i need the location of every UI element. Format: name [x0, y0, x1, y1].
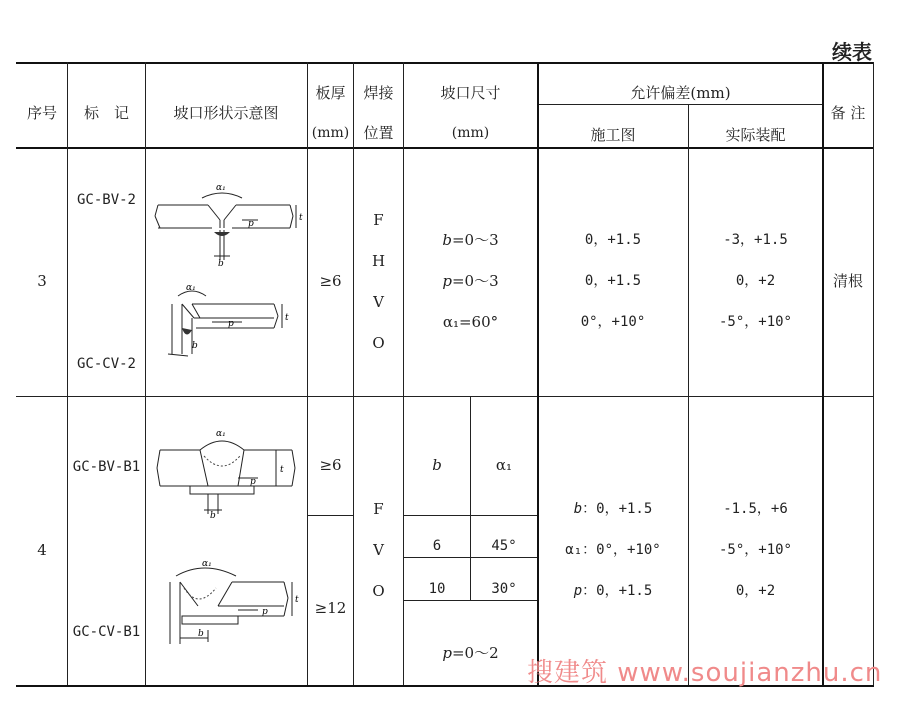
row3-actual-p: 0，+2	[735, 273, 776, 289]
header-mark: 标 记	[83, 104, 129, 122]
sketch-cvb1-b: b	[198, 629, 204, 639]
row3-actual-alpha: -5°，+10°	[718, 314, 792, 330]
row3-groove-b-value: =0～3	[451, 231, 499, 249]
row3-pos-v: V	[373, 293, 384, 311]
sketch-cv2-b: b	[192, 341, 198, 351]
row3-pos-o: O	[372, 334, 385, 352]
groove-inner-line	[470, 397, 471, 600]
row3-groove-alpha: α₁=60°	[442, 313, 499, 331]
row3-mark-top: GC-BV-2	[76, 192, 136, 208]
header-tolerance: 允许偏差(mm)	[630, 84, 731, 102]
sketch-bvb1-alpha: α₁	[216, 429, 226, 439]
row4-drawing-b-label: b	[573, 501, 583, 517]
row4-actual-p: 0，+2	[735, 583, 776, 599]
row4-actual-b: -1.5，+6	[723, 501, 788, 517]
row4-groove-p-value: =0～2	[451, 644, 499, 662]
row3-drawing-b: 0，+1.5	[584, 232, 642, 248]
row3-actual-b: -3，+1.5	[723, 232, 788, 248]
row3-drawing-alpha: 0°，+10°	[580, 314, 646, 330]
header-thick-unit: (mm)	[311, 125, 350, 141]
row3-thick: ≥6	[319, 272, 342, 290]
sketch-bv2-alpha: α₁	[216, 183, 226, 193]
header-weld: 焊接	[363, 84, 394, 102]
thick-split	[307, 515, 353, 516]
sketch-bv2-t: t	[299, 213, 303, 223]
row4-col-alpha: α₁	[495, 456, 513, 474]
row4-drawing-b	[538, 500, 688, 518]
row3-pos-h: H	[371, 252, 386, 270]
sketch-cvb1-alpha: α₁	[202, 559, 212, 569]
row4-mark-bottom: GC-CV-B1	[72, 624, 141, 640]
header-thick: 板厚	[315, 84, 346, 102]
row3-groove-p-label: p	[442, 272, 452, 290]
sketch-cv2	[162, 282, 292, 362]
row4-drawing-p-label: p	[573, 583, 583, 599]
row4-r2-alpha: 30°	[491, 581, 517, 597]
sketch-bv2-b: b	[218, 259, 224, 269]
tolerance-divider	[538, 104, 823, 105]
row3-drawing-p: 0，+1.5	[584, 273, 642, 289]
groove-split-3	[403, 600, 538, 601]
row4-actual-alpha: -5°，+10°	[718, 542, 792, 558]
header-groove: 坡口尺寸	[440, 84, 501, 102]
watermark: 搜建筑 www.soujianzhu.cn	[527, 658, 883, 688]
row4-mark-top: GC-BV-B1	[72, 459, 141, 475]
row3-seq: 3	[37, 272, 47, 290]
sketch-cvb1	[158, 558, 298, 648]
header-drawing: 施工图	[590, 126, 636, 144]
header-actual: 实际装配	[725, 126, 786, 144]
col-line-9	[873, 62, 874, 685]
row3-remark: 清根	[832, 272, 863, 290]
sketch-cvb1-t: t	[295, 595, 299, 605]
header-shape: 坡口形状示意图	[173, 104, 279, 122]
row4-drawing-b-value: ：0，+1.5	[582, 501, 653, 517]
row4-r1-alpha: 45°	[491, 538, 517, 554]
row4-col-b	[404, 456, 470, 474]
row4-pos-f: F	[373, 500, 384, 518]
sketch-cv2-t: t	[285, 313, 289, 323]
row4-pos-o: O	[372, 582, 385, 600]
sketch-cv2-p: p	[228, 319, 234, 329]
col-line-3	[307, 62, 308, 685]
sketch-cvb1-p: p	[262, 607, 268, 617]
sketch-bv2	[150, 180, 303, 269]
row4-r2-b: 10	[428, 581, 446, 597]
sketch-bvb1-p: p	[250, 477, 256, 487]
page-title: 续表	[832, 40, 872, 64]
header-seq: 序号	[26, 104, 57, 122]
row4-r1-b: 6	[432, 538, 442, 554]
col-line-2	[145, 62, 146, 685]
row4-thick-a: ≥6	[319, 456, 342, 474]
header-remark: 备 注	[830, 104, 866, 122]
row3-groove-b-label: b	[442, 231, 452, 249]
row3-groove-b	[404, 231, 537, 249]
row4-drawing-alpha: α₁：0°，+10°	[565, 542, 661, 558]
row4-drawing-p	[538, 582, 688, 600]
row4-thick-b: ≥12	[314, 599, 347, 617]
row3-groove-p-value: =0～3	[451, 272, 499, 290]
header-groove-unit: (mm)	[451, 125, 490, 141]
sketch-bv2-p: p	[248, 219, 254, 229]
col-line-1	[67, 62, 68, 685]
row4-col-b-label: b	[432, 456, 442, 474]
row4-drawing-p-value: ：0，+1.5	[582, 583, 653, 599]
sketch-bvb1	[152, 428, 302, 521]
row3-pos-f: F	[373, 211, 384, 229]
row3-mark-bottom: GC-CV-2	[76, 356, 136, 372]
col-line-8	[822, 62, 824, 685]
sketch-cv2-alpha: α₁	[186, 283, 196, 293]
row4-pos-v: V	[373, 541, 384, 559]
row4-seq: 4	[37, 541, 47, 559]
row4-groove-p	[404, 644, 537, 662]
sketch-bvb1-t: t	[280, 465, 284, 475]
header-weld-pos: 位置	[363, 124, 394, 142]
sketch-bvb1-b: b	[210, 511, 216, 521]
row4-groove-p-label: p	[442, 644, 452, 662]
row3-groove-p	[404, 272, 537, 290]
